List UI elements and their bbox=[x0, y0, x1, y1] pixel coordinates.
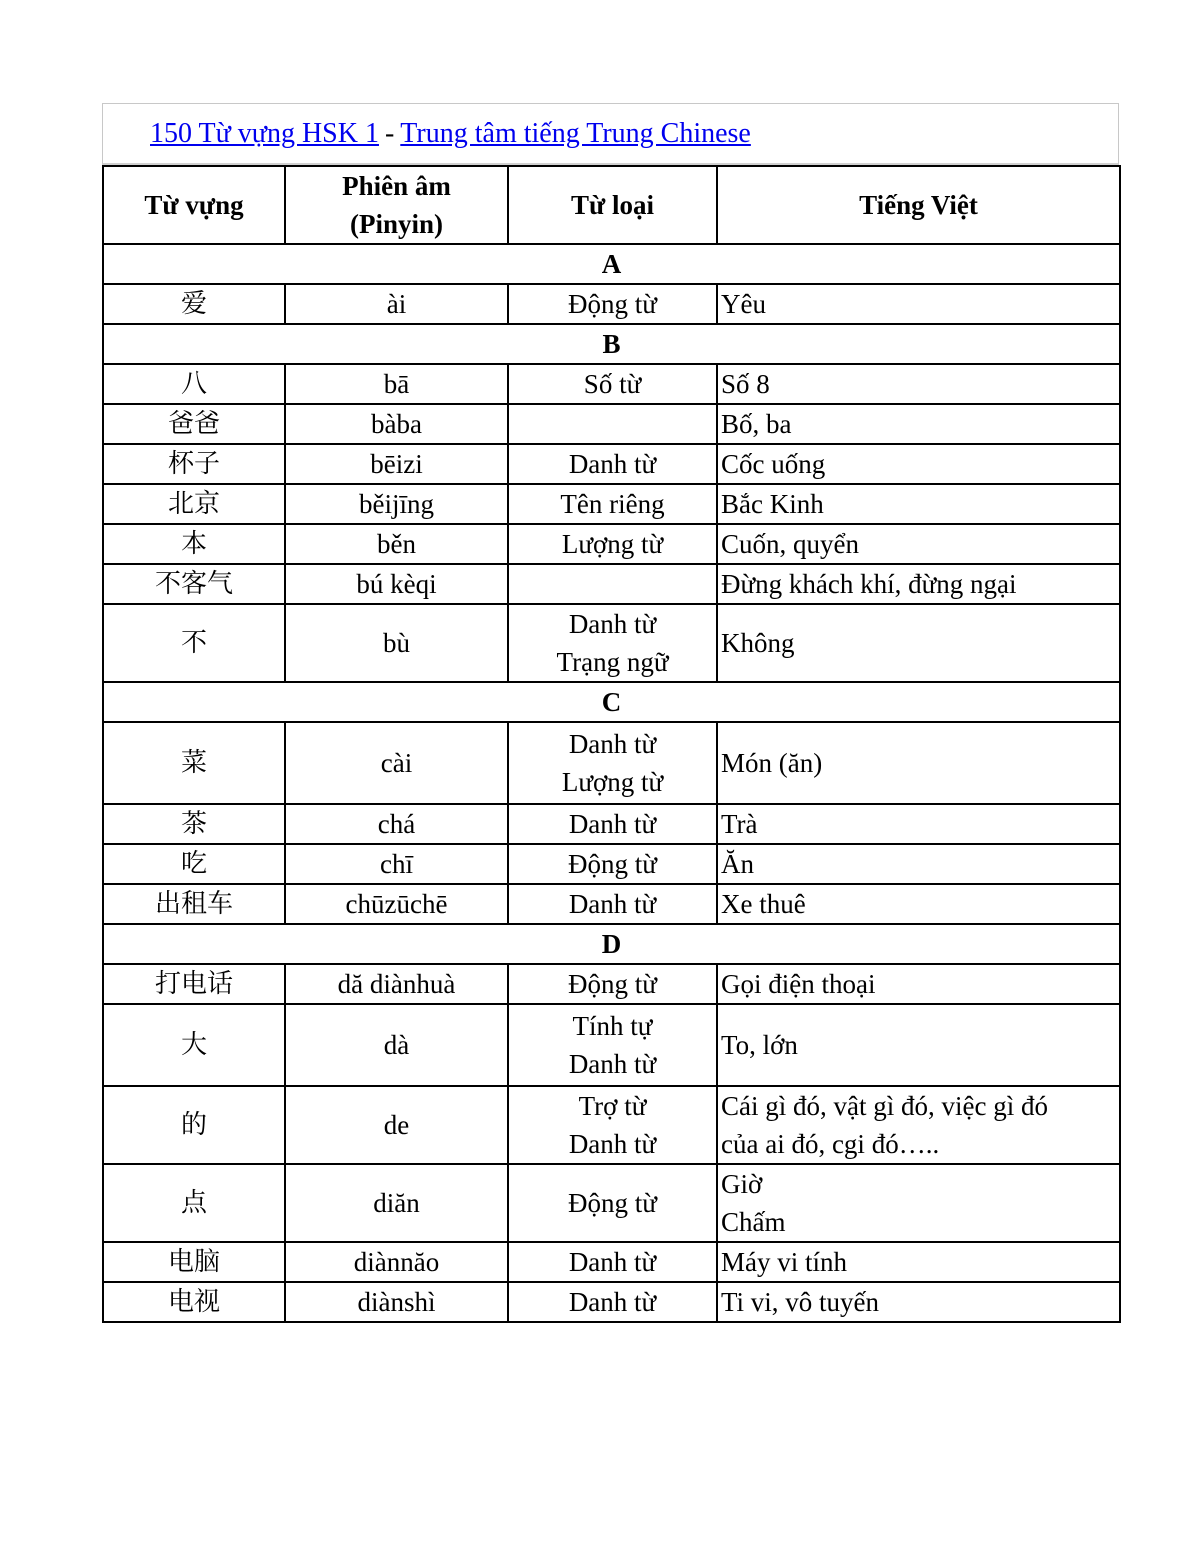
table-row bbox=[103, 964, 1120, 1004]
vocabulary-sheet bbox=[102, 103, 1119, 1323]
pinyin-cell: bù bbox=[285, 604, 508, 682]
pos-cell bbox=[508, 1086, 717, 1164]
word-cell: 大 bbox=[103, 1004, 285, 1086]
pinyin-cell: ài bbox=[285, 284, 508, 324]
word-cell: 出租车 bbox=[103, 884, 285, 924]
table-row bbox=[103, 1086, 1120, 1164]
table-row bbox=[103, 524, 1120, 564]
pos-line-2: Trạng ngữ bbox=[556, 647, 669, 677]
section-row-d bbox=[103, 924, 1120, 964]
meaning-cell: Món (ăn) bbox=[717, 722, 1120, 804]
meaning-cell: Yêu bbox=[717, 284, 1120, 324]
table-row bbox=[103, 404, 1120, 444]
pos-cell: Danh từ bbox=[508, 804, 717, 844]
header-meaning: Tiếng Việt bbox=[717, 166, 1120, 244]
word-cell: 电脑 bbox=[103, 1242, 285, 1282]
header-pinyin bbox=[285, 166, 508, 244]
section-row-a bbox=[103, 244, 1120, 284]
meaning-cell bbox=[717, 1086, 1120, 1164]
meaning-cell: To, lớn bbox=[717, 1004, 1120, 1086]
pos-cell bbox=[508, 604, 717, 682]
section-label: A bbox=[103, 244, 1120, 284]
word-cell: 不 bbox=[103, 604, 285, 682]
word-cell: 的 bbox=[103, 1086, 285, 1164]
word-cell: 吃 bbox=[103, 844, 285, 884]
table-row bbox=[103, 1004, 1120, 1086]
header-row bbox=[103, 166, 1120, 244]
vocabulary-table bbox=[102, 165, 1121, 1323]
pos-cell bbox=[508, 404, 717, 444]
meaning-line-1: Cái gì đó, vật gì đó, việc gì đó bbox=[721, 1091, 1048, 1121]
pos-line-1: Tính tự bbox=[572, 1011, 653, 1041]
pos-cell: Động từ bbox=[508, 964, 717, 1004]
word-cell: 点 bbox=[103, 1164, 285, 1242]
word-cell: 北京 bbox=[103, 484, 285, 524]
word-cell: 菜 bbox=[103, 722, 285, 804]
header-pos: Từ loại bbox=[508, 166, 717, 244]
meaning-cell: Đừng khách khí, đừng ngại bbox=[717, 564, 1120, 604]
meaning-cell: Máy vi tính bbox=[717, 1242, 1120, 1282]
pos-cell: Động từ bbox=[508, 844, 717, 884]
word-cell: 茶 bbox=[103, 804, 285, 844]
pinyin-cell: cài bbox=[285, 722, 508, 804]
pinyin-cell: diànnăo bbox=[285, 1242, 508, 1282]
word-cell: 爱 bbox=[103, 284, 285, 324]
table-row bbox=[103, 284, 1120, 324]
meaning-cell: Gọi điện thoại bbox=[717, 964, 1120, 1004]
meaning-cell: Trà bbox=[717, 804, 1120, 844]
pinyin-cell: chá bbox=[285, 804, 508, 844]
table-row bbox=[103, 844, 1120, 884]
section-row-b bbox=[103, 324, 1120, 364]
table-row bbox=[103, 884, 1120, 924]
section-label: D bbox=[103, 924, 1120, 964]
pinyin-cell: dà bbox=[285, 1004, 508, 1086]
pos-cell: Danh từ bbox=[508, 1282, 717, 1322]
title-bar bbox=[102, 103, 1119, 165]
pos-cell: Danh từ bbox=[508, 444, 717, 484]
pos-line-1: Danh từ bbox=[568, 609, 657, 639]
pinyin-cell: běijīng bbox=[285, 484, 508, 524]
table-row bbox=[103, 804, 1120, 844]
pinyin-cell: de bbox=[285, 1086, 508, 1164]
meaning-line-2: của ai đó, cgi đó….. bbox=[721, 1129, 940, 1159]
title-link-center[interactable]: Trung tâm tiếng Trung Chinese bbox=[400, 117, 751, 149]
pinyin-cell: běn bbox=[285, 524, 508, 564]
pinyin-cell: bàba bbox=[285, 404, 508, 444]
pinyin-cell: bú kèqi bbox=[285, 564, 508, 604]
meaning-cell: Không bbox=[717, 604, 1120, 682]
table-row bbox=[103, 564, 1120, 604]
meaning-cell bbox=[717, 1164, 1120, 1242]
pos-cell bbox=[508, 1004, 717, 1086]
meaning-cell: Cốc uống bbox=[717, 444, 1120, 484]
word-cell: 爸爸 bbox=[103, 404, 285, 444]
header-pinyin-line2: (Pinyin) bbox=[349, 209, 443, 239]
word-cell: 不客气 bbox=[103, 564, 285, 604]
header-word: Từ vựng bbox=[103, 166, 285, 244]
pinyin-cell: bēizi bbox=[285, 444, 508, 484]
word-cell: 电视 bbox=[103, 1282, 285, 1322]
pinyin-cell: bā bbox=[285, 364, 508, 404]
pos-cell: Danh từ bbox=[508, 884, 717, 924]
header-pinyin-line1: Phiên âm bbox=[342, 171, 451, 201]
pos-line-2: Danh từ bbox=[568, 1129, 657, 1159]
table-row bbox=[103, 722, 1120, 804]
meaning-cell: Cuốn, quyển bbox=[717, 524, 1120, 564]
table-row bbox=[103, 604, 1120, 682]
pos-line-1: Trợ từ bbox=[578, 1091, 647, 1121]
pos-cell bbox=[508, 564, 717, 604]
section-row-c bbox=[103, 682, 1120, 722]
pos-line-1: Danh từ bbox=[568, 729, 657, 759]
pos-cell: Danh từ bbox=[508, 1242, 717, 1282]
table-row bbox=[103, 1164, 1120, 1242]
word-cell: 八 bbox=[103, 364, 285, 404]
word-cell: 杯子 bbox=[103, 444, 285, 484]
title-link-hsk[interactable]: 150 Từ vựng HSK 1 bbox=[150, 117, 379, 149]
title-separator: - bbox=[384, 117, 395, 149]
meaning-cell: Ăn bbox=[717, 844, 1120, 884]
pinyin-cell: chī bbox=[285, 844, 508, 884]
meaning-line-1: Giờ bbox=[721, 1169, 763, 1199]
pos-line-2: Lượng từ bbox=[561, 767, 664, 797]
table-row bbox=[103, 1242, 1120, 1282]
section-label: B bbox=[103, 324, 1120, 364]
meaning-cell: Số 8 bbox=[717, 364, 1120, 404]
meaning-cell: Ti vi, vô tuyến bbox=[717, 1282, 1120, 1322]
meaning-line-2: Chấm bbox=[721, 1207, 786, 1237]
section-label: C bbox=[103, 682, 1120, 722]
table-row bbox=[103, 484, 1120, 524]
pos-cell: Số từ bbox=[508, 364, 717, 404]
table-row bbox=[103, 1282, 1120, 1322]
pos-cell: Động từ bbox=[508, 1164, 717, 1242]
meaning-cell: Bắc Kinh bbox=[717, 484, 1120, 524]
pinyin-cell: diăn bbox=[285, 1164, 508, 1242]
table-row bbox=[103, 364, 1120, 404]
pos-cell: Lượng từ bbox=[508, 524, 717, 564]
pinyin-cell: dă diànhuà bbox=[285, 964, 508, 1004]
word-cell: 本 bbox=[103, 524, 285, 564]
pos-cell: Động từ bbox=[508, 284, 717, 324]
pinyin-cell: chūzūchē bbox=[285, 884, 508, 924]
pos-line-2: Danh từ bbox=[568, 1049, 657, 1079]
meaning-cell: Bố, ba bbox=[717, 404, 1120, 444]
pos-cell bbox=[508, 722, 717, 804]
pinyin-cell: diànshì bbox=[285, 1282, 508, 1322]
meaning-cell: Xe thuê bbox=[717, 884, 1120, 924]
table-row bbox=[103, 444, 1120, 484]
pos-cell: Tên riêng bbox=[508, 484, 717, 524]
word-cell: 打电话 bbox=[103, 964, 285, 1004]
